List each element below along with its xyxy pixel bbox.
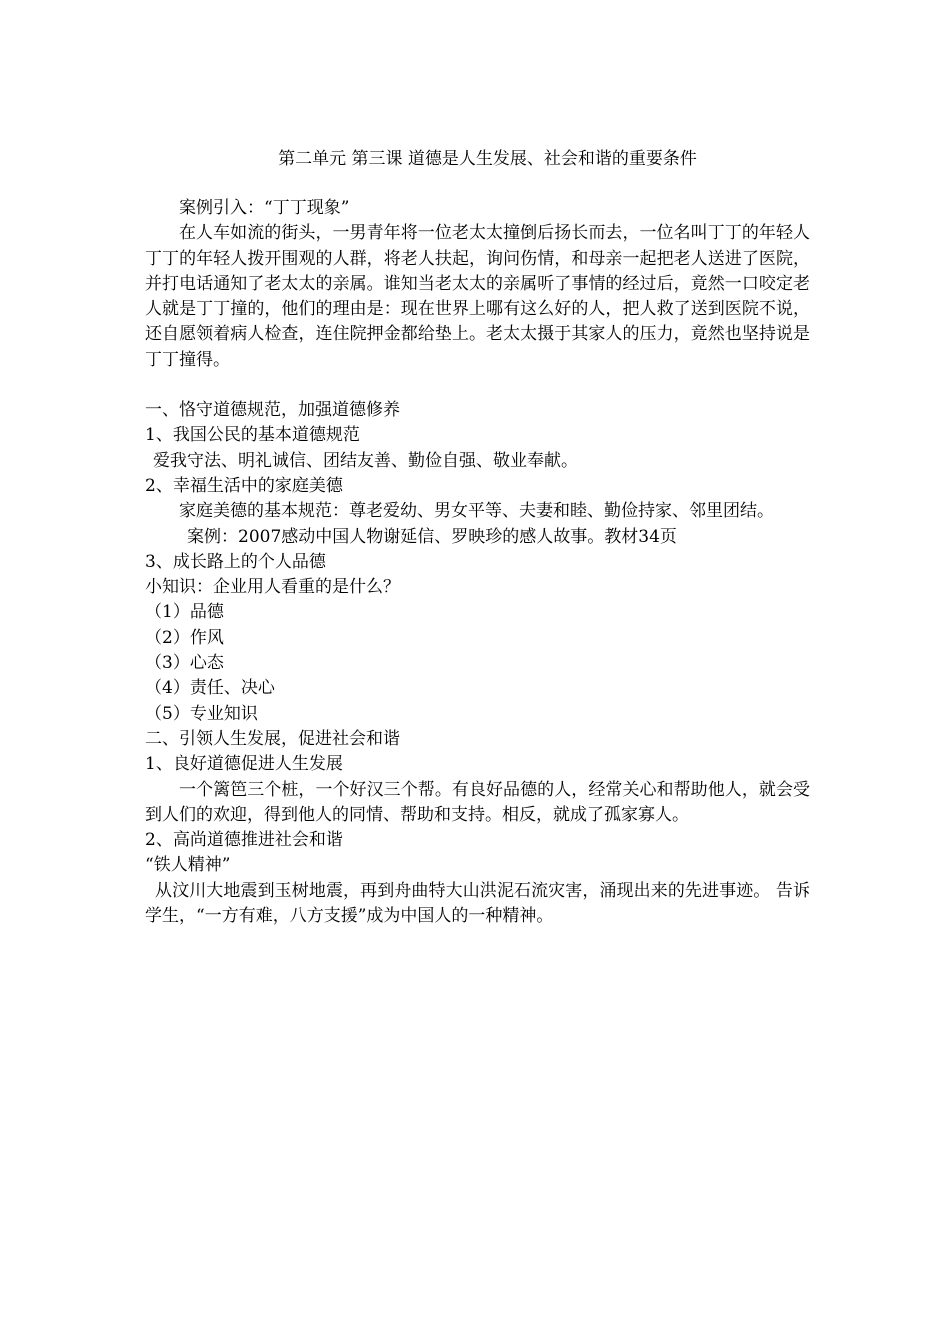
paragraph-moral-norms: 爱我守法、明礼诚信、团结友善、勤俭自强、敬业奉献。	[153, 450, 578, 471]
paragraph-good-morals: 一个篱笆三个桩，一个好汉三个帮。有良好品德的人，经常关心和帮助他人，就会受到人们的欢迎，得到他人的同情、帮助和支持。相反，就成了孤家寡人。	[145, 779, 810, 825]
list-item: （2）作风	[145, 627, 224, 648]
list-item: （1）品德	[145, 602, 224, 623]
subsection-heading-1-1: 1、我国公民的基本道德规范	[145, 425, 360, 446]
paragraph-case-example: 案例：2007感动中国人物谢延信、罗映珍的感人故事。教材34页	[187, 526, 677, 547]
section-heading-1: 一、恪守道德规范，加强道德修养	[145, 400, 400, 421]
subsection-heading-1-2: 2、幸福生活中的家庭美德	[145, 475, 343, 496]
section-heading-2: 二、引领人生发展，促进社会和谐	[145, 728, 400, 749]
list-item: （3）心态	[145, 653, 224, 674]
subsection-heading-2-2: 2、高尚道德推进社会和谐	[145, 830, 343, 851]
spacer	[145, 373, 810, 398]
list-item: （4）责任、决心	[145, 678, 275, 699]
subsection-heading-2-1: 1、良好道德促进人生发展	[145, 754, 343, 775]
knowledge-question: 小知识：企业用人看重的是什么？	[145, 577, 400, 598]
paragraph-family-virtues: 家庭美德的基本规范：尊老爱幼、男女平等、夫妻和睦、勤俭持家、邻里团结。	[179, 501, 774, 522]
case-intro-label: 案例引入：“丁丁现象”	[179, 198, 350, 218]
iron-spirit-label: “铁人精神”	[145, 855, 231, 876]
list-item: （5）专业知识	[145, 703, 258, 724]
document-body	[145, 147, 810, 929]
subsection-heading-1-3: 3、成长路上的个人品德	[145, 551, 326, 572]
paragraph-iron-spirit: 从汶川大地震到玉树地震，再到舟曲特大山洪泥石流灾害，涌现出来的先进事迹。 告诉学生，“一方有难，八方支援”成为中国人的一种精神。	[145, 880, 810, 927]
document-title: 第二单元 第三课 道德是人生发展、社会和谐的重要条件	[278, 149, 697, 169]
case-intro-text: 在人车如流的街头，一男青年将一位老太太撞倒后扬长而去，一位名叫丁丁的年轻人丁丁的年轻人拨开围观的人群，将老人扶起，询问伤情，和母亲一起把老人送进了医院，并打电话通知了老太太的亲属。谁知当老太太的亲属听了事情的经过后，竟然一口咬定老人就是丁丁撞的，他们的理由是：现在世界上哪有这么好的人，把人救了送到医院不说，还自愿领着病人检查，连住院押金都给垫上。老太太摄于其家人的压力，竟然也坚持说是丁丁撞得。	[145, 223, 810, 370]
